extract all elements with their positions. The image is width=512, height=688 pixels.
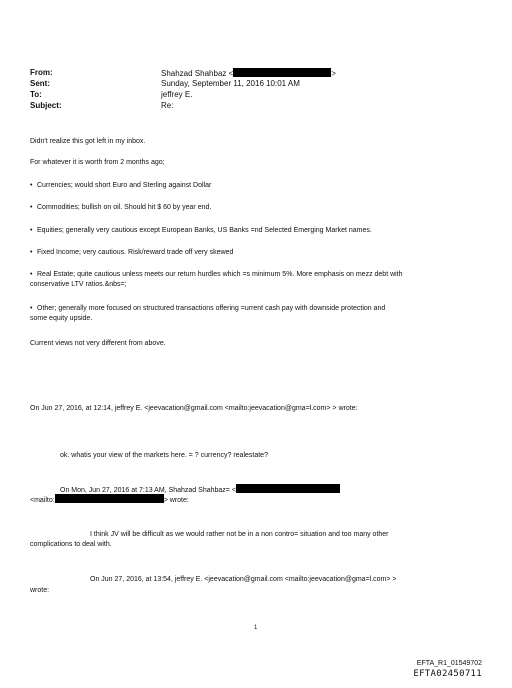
bullet-equities bbox=[30, 226, 372, 235]
bullet-text: Equities; generally very cautious except European Banks, US Banks =nd Selected Emerging Market names. bbox=[37, 227, 372, 234]
redaction-bar bbox=[236, 484, 340, 493]
bullet-text: Commodities; bullish on oil. Should hit $ 60 by year end. bbox=[37, 204, 212, 211]
subject-value: Re: bbox=[161, 101, 174, 110]
quoted-message-2-cont: complications to deal with. bbox=[30, 541, 112, 548]
body-line-2: For whatever it is worth from 2 months ago; bbox=[30, 159, 165, 166]
bullet-dot: • bbox=[30, 249, 33, 256]
to-label: To: bbox=[30, 90, 42, 99]
bullet-fixed-income bbox=[30, 248, 233, 257]
sent-label: Sent: bbox=[30, 79, 50, 88]
bullet-text: Real Estate; quite cautious unless meets our return hurdles which =s minimum 5%. More emphasis on mezz debt with bbox=[37, 271, 403, 278]
bullet-other-cont: some equity upside. bbox=[30, 315, 93, 322]
bullet-dot: • bbox=[30, 305, 33, 312]
bates-stamp-2: EFTA02450711 bbox=[413, 669, 482, 679]
bullet-dot: • bbox=[30, 204, 33, 211]
bullet-real-estate-cont: conservative LTV ratios.&nbs=; bbox=[30, 281, 127, 288]
bullet-real-estate bbox=[30, 270, 403, 279]
bates-stamp-1: EFTA_R1_01549702 bbox=[416, 660, 482, 667]
bullet-other bbox=[30, 304, 385, 313]
bullet-text: Fixed Income; very cautious. Risk/reward trade off very skewed bbox=[37, 249, 234, 256]
quoted-header-3: On Jun 27, 2016, at 13:54, jeffrey E. <jeevacation@gmail.com <mailto:jeevacation@gma=l.com> > bbox=[90, 576, 397, 583]
quoted-header-2-cont bbox=[30, 494, 189, 505]
quoted-message-2: I think JV will be difficult as we would rather not be in a non contro= situation and too many other bbox=[90, 531, 389, 538]
from-value bbox=[161, 68, 336, 79]
to-value: jeffrey E. bbox=[161, 90, 193, 99]
body-line-1: Didn't realize this got left in my inbox. bbox=[30, 138, 146, 145]
subject-label: Subject: bbox=[30, 101, 62, 110]
page-number: 1 bbox=[254, 625, 258, 631]
bullet-commodities bbox=[30, 203, 211, 212]
sender-name: Shahzad Shahbaz < bbox=[161, 69, 234, 78]
sent-value: Sunday, September 11, 2016 10:01 AM bbox=[161, 79, 300, 88]
quoted-header-1: On Jun 27, 2016, at 12:14, jeffrey E. <jeevacation@gmail.com <mailto:jeevacation@gma=l.com> > wrote: bbox=[30, 405, 358, 412]
redaction-bar bbox=[55, 494, 164, 503]
quoted-header-2-text: On Mon, Jun 27, 2016 at 7:13 AM, Shahzad Shahbaz= < bbox=[60, 487, 236, 494]
quoted-header-3-cont: wrote: bbox=[30, 587, 50, 594]
bullet-dot: • bbox=[30, 227, 33, 234]
redaction-bar bbox=[233, 68, 331, 77]
body-line-3: Current views not very different from above. bbox=[30, 340, 166, 347]
from-label: From: bbox=[30, 68, 53, 77]
wrote-suffix: > wrote: bbox=[163, 497, 189, 504]
bullet-dot: • bbox=[30, 182, 33, 189]
quoted-message-1: ok. whatis your view of the markets here. = ? currency? realestate? bbox=[60, 452, 268, 459]
bullet-currencies bbox=[30, 181, 211, 190]
mailto-prefix: <mailto: bbox=[30, 497, 55, 504]
bullet-text: Other; generally more focused on structured transactions offering =urrent cash pay with downside protection and bbox=[37, 305, 386, 312]
bullet-text: Currencies; would short Euro and Sterling against Dollar bbox=[37, 182, 212, 189]
sender-close-bracket: > bbox=[331, 69, 336, 78]
bullet-dot: • bbox=[30, 271, 33, 278]
